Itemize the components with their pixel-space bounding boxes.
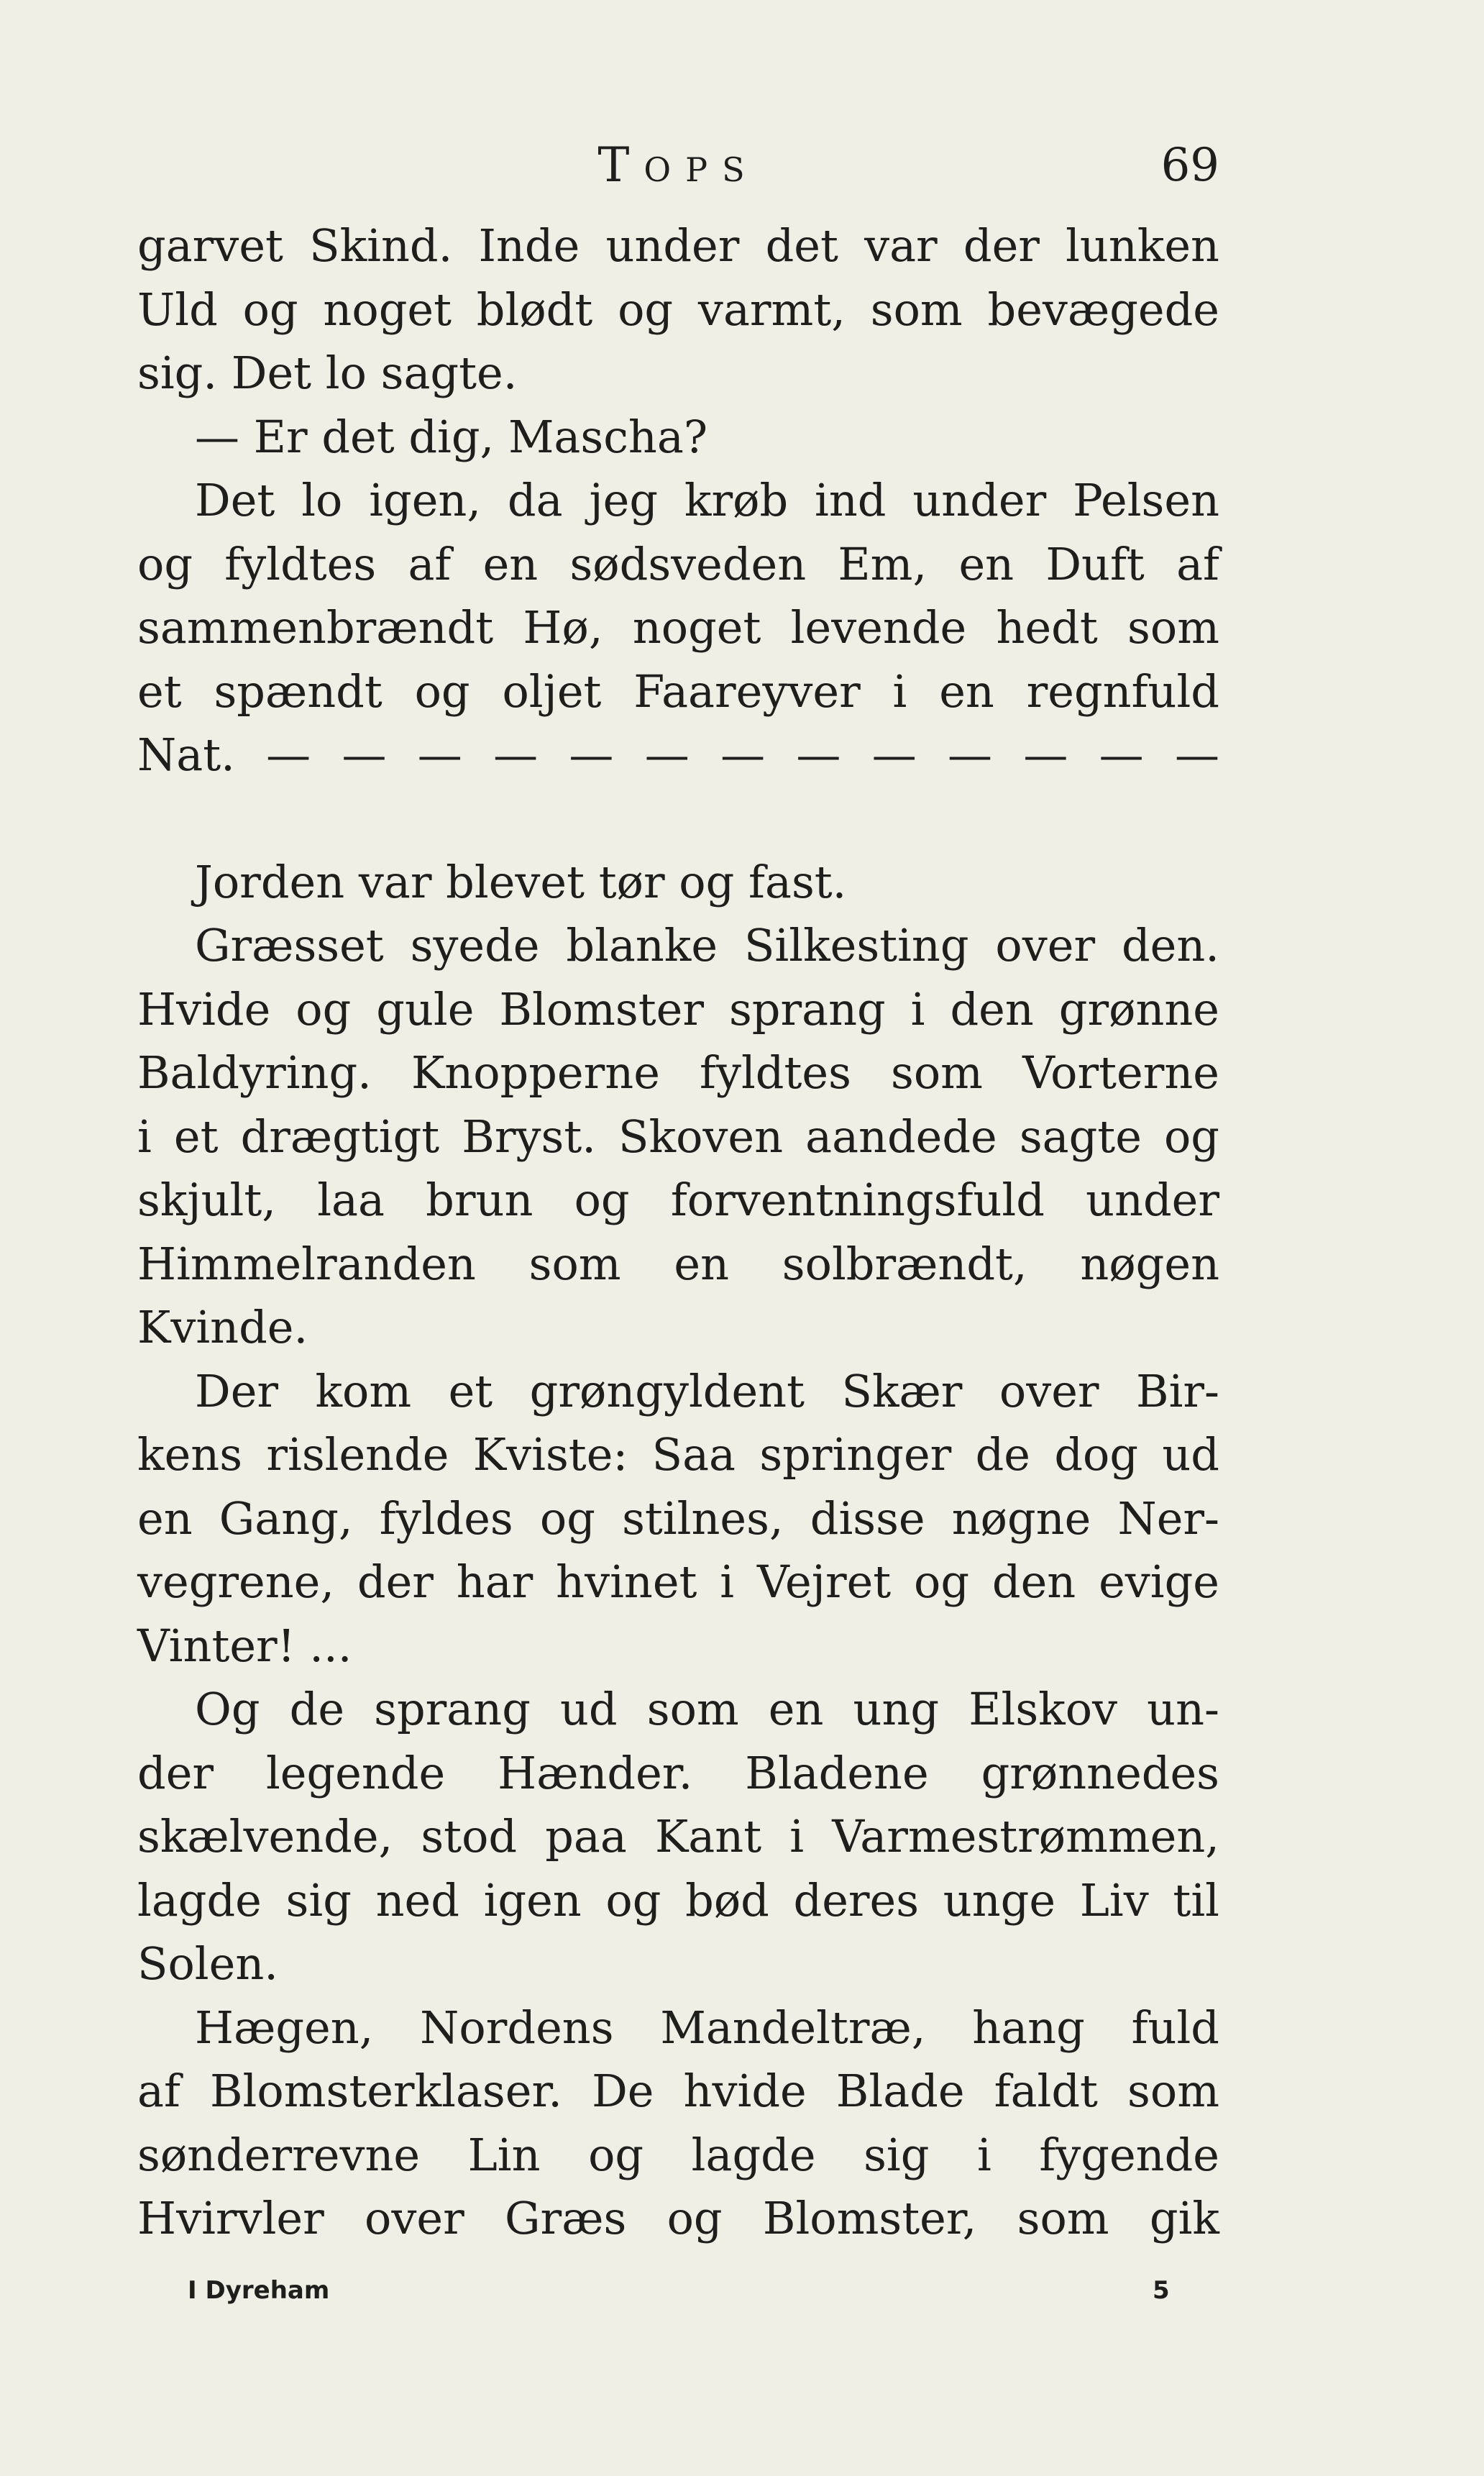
text-line: Kvinde.	[137, 1301, 308, 1353]
text-line: vegrene, der har hvinet i Vejret og den evige	[137, 1556, 1219, 1608]
text-line: Himmelranden som en solbrændt, nøgen	[137, 1237, 1219, 1290]
text-line: Baldyring. Knopperne fyldtes som Vorterne	[137, 1046, 1219, 1099]
page-footer	[137, 2265, 1219, 2316]
text-line: i et drægtigt Bryst. Skoven aandede sagte og	[137, 1110, 1219, 1163]
running-title: Tops	[597, 137, 759, 193]
body-text	[137, 214, 1219, 2251]
text-line: Hvide og gule Blomster sprang i den grønne	[137, 982, 1219, 1036]
text-line: garvet Skind. Inde under det var der lunken	[137, 219, 1219, 272]
text-line: Hvirvler over Græs og Blomster, som gik	[137, 2192, 1219, 2244]
text-line: sønderrevne Lin og lagde sig i fygende	[137, 2128, 1219, 2181]
text-line: Det lo igen, da jeg krøb ind under Pelsen	[195, 474, 1219, 526]
text-line: kens rislende Kviste: Saa springer de dog ud	[137, 1428, 1219, 1481]
text-line: lagde sig ned igen og bød deres unge Liv til	[137, 1873, 1219, 1927]
text-line: Uld og noget blødt og varmt, som bevægede	[137, 283, 1219, 336]
text-line: Solen.	[137, 1937, 278, 1990]
text-line: en Gang, fyldes og stilnes, disse nøgne Ner-	[137, 1491, 1219, 1545]
text-line: Der kom et grøngyldent Skær over Bir-	[195, 1364, 1219, 1417]
dialogue-line: — Er det dig, Mascha?	[195, 410, 708, 463]
text-line: Græsset syede blanke Silkesting over den.	[195, 919, 1219, 972]
signature-mark: I Dyreham	[188, 2276, 330, 2305]
text-line-with-dashes: Nat. — — — — — — — — — — — — —	[137, 728, 1219, 781]
signature-number: 5	[1153, 2276, 1170, 2305]
text-line: Vinter! ...	[137, 1619, 352, 1672]
page-header	[137, 133, 1219, 198]
text-line: Og de sprang ud som en ung Elskov un-	[195, 1683, 1219, 1735]
text-line: skælvende, stod paa Kant i Varmestrømmen,	[137, 1810, 1219, 1863]
text-line: Jorden var blevet tør og fast.	[195, 855, 847, 908]
text-line: sig. Det lo sagte.	[137, 347, 518, 399]
text-line: Hægen, Nordens Mandeltræ, hang fuld	[195, 2001, 1219, 2054]
text-line: et spændt og oljet Faareyver i en regnfuld	[137, 664, 1219, 718]
text-line: skjult, laa brun og forventningsfuld under	[137, 1174, 1219, 1226]
page-number: 69	[1160, 139, 1219, 192]
text-line: og fyldtes af en sødsveden Em, en Duft af	[137, 537, 1219, 590]
text-line: der legende Hænder. Bladene grønnedes	[137, 1746, 1219, 1799]
section-break	[137, 787, 1219, 851]
text-line: af Blomsterklaser. De hvide Blade faldt som	[137, 2065, 1219, 2117]
text-line: sammenbrændt Hø, noget levende hedt som	[137, 601, 1219, 654]
